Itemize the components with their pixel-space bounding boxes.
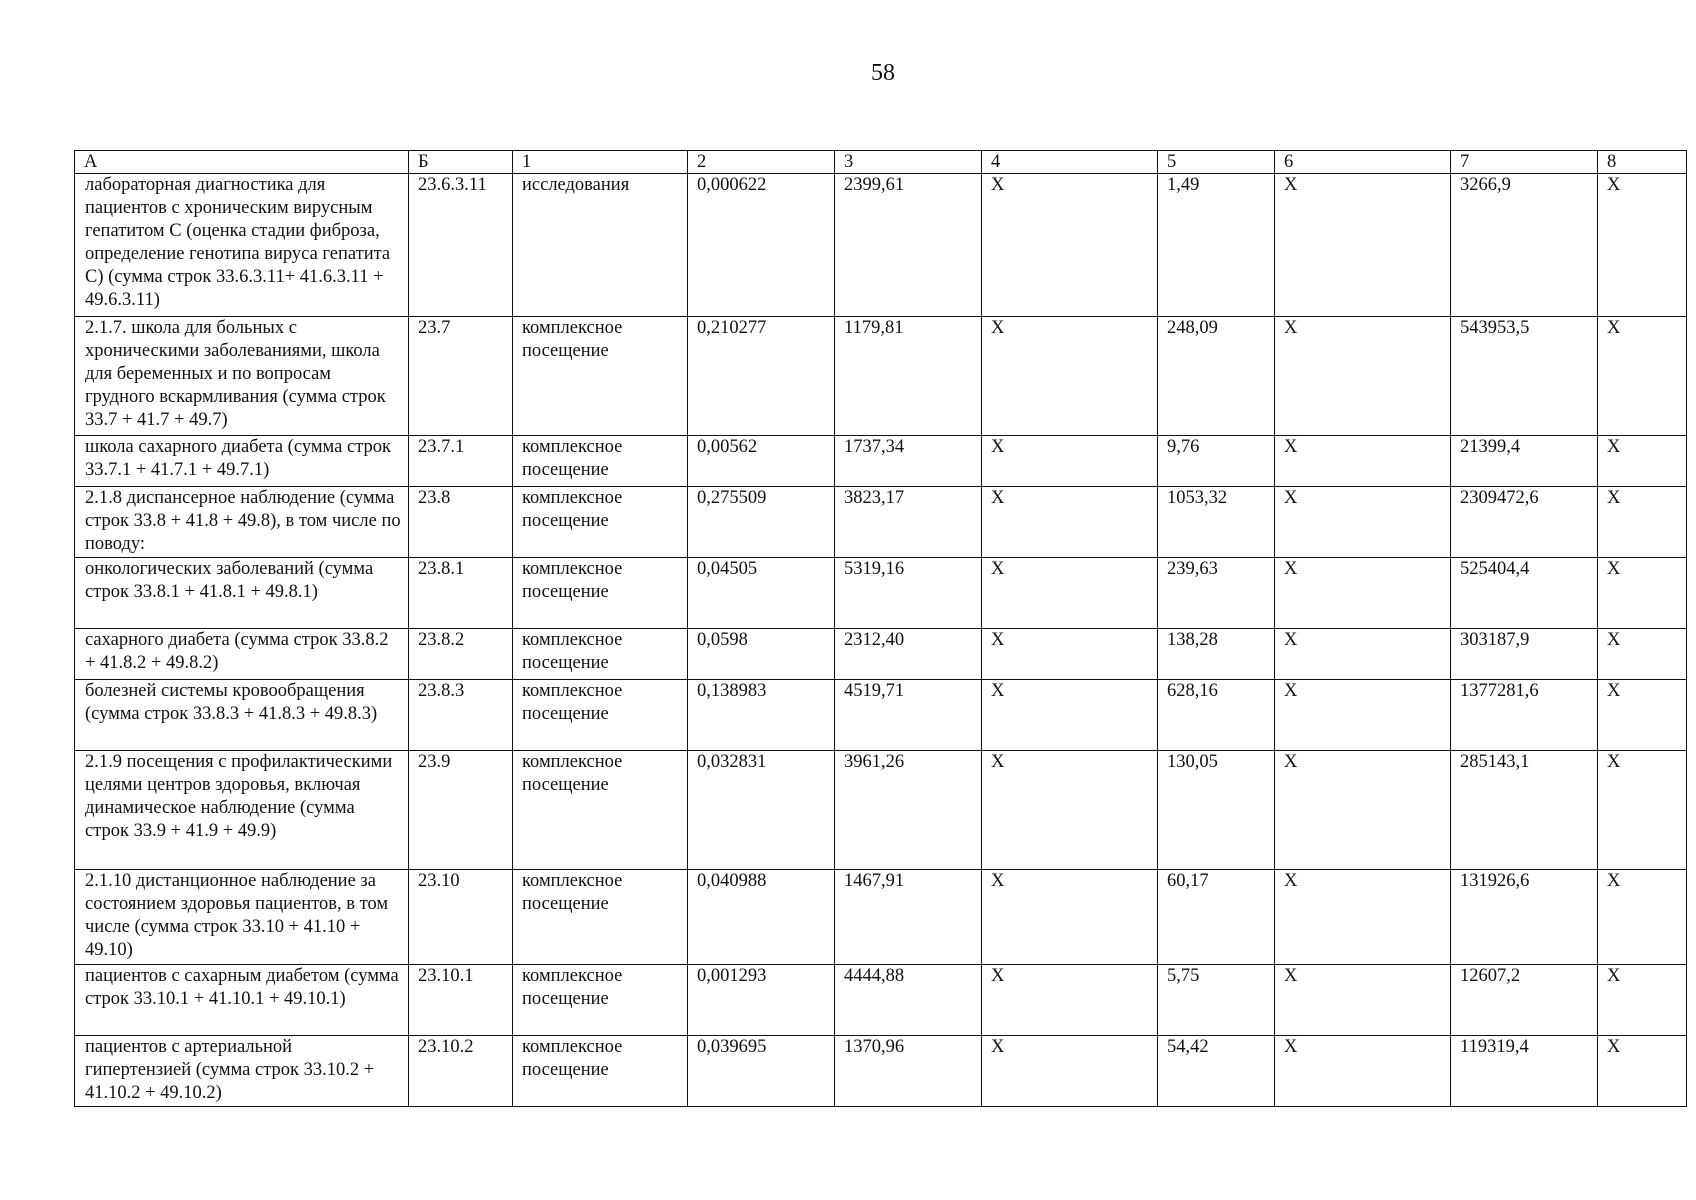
column-header: 5 (1158, 151, 1275, 174)
row-unit: комплексное посещение (513, 629, 688, 680)
cell-col-3: 1370,96 (835, 1036, 982, 1107)
column-header: 6 (1275, 151, 1451, 174)
table-row (75, 174, 1687, 317)
row-code: 23.10.1 (409, 965, 513, 1036)
row-code: 23.7 (409, 317, 513, 436)
cell-col-8: Х (1598, 558, 1687, 629)
page-number: 58 (871, 60, 895, 86)
column-header: Б (409, 151, 513, 174)
cell-col-6: Х (1275, 629, 1451, 680)
row-unit: комплексное посещение (513, 317, 688, 436)
cell-col-3: 2399,61 (835, 174, 982, 317)
row-unit: комплексное посещение (513, 487, 688, 558)
cell-col-6: Х (1275, 680, 1451, 751)
table-row (75, 965, 1687, 1036)
row-code: 23.8 (409, 487, 513, 558)
cell-col-2: 0,0598 (688, 629, 835, 680)
row-code: 23.8.2 (409, 629, 513, 680)
cell-col-6: Х (1275, 487, 1451, 558)
cell-col-3: 4444,88 (835, 965, 982, 1036)
cell-col-7: 525404,4 (1451, 558, 1598, 629)
row-code: 23.9 (409, 751, 513, 870)
cell-col-7: 2309472,6 (1451, 487, 1598, 558)
cell-col-7: 131926,6 (1451, 870, 1598, 965)
cell-col-2: 0,032831 (688, 751, 835, 870)
cell-col-5: 9,76 (1158, 436, 1275, 487)
cell-col-3: 3823,17 (835, 487, 982, 558)
cell-col-3: 1179,81 (835, 317, 982, 436)
column-header: 2 (688, 151, 835, 174)
cell-col-8: Х (1598, 487, 1687, 558)
cell-col-3: 4519,71 (835, 680, 982, 751)
row-description: школа сахарного диабета (сумма строк 33.7.1 + 41.7.1 + 49.7.1) (75, 436, 409, 487)
cell-col-7: 303187,9 (1451, 629, 1598, 680)
cell-col-4: Х (982, 629, 1158, 680)
row-unit: комплексное посещение (513, 680, 688, 751)
table-row (75, 680, 1687, 751)
row-code: 23.8.3 (409, 680, 513, 751)
cell-col-4: Х (982, 680, 1158, 751)
cell-col-6: Х (1275, 174, 1451, 317)
cell-col-8: Х (1598, 629, 1687, 680)
cell-col-2: 0,275509 (688, 487, 835, 558)
cell-col-2: 0,00562 (688, 436, 835, 487)
cell-col-2: 0,039695 (688, 1036, 835, 1107)
cell-col-4: Х (982, 870, 1158, 965)
row-unit: комплексное посещение (513, 965, 688, 1036)
cell-col-4: Х (982, 1036, 1158, 1107)
cell-col-7: 3266,9 (1451, 174, 1598, 317)
cell-col-6: Х (1275, 751, 1451, 870)
row-unit: комплексное посещение (513, 870, 688, 965)
cell-col-6: Х (1275, 436, 1451, 487)
row-description: болезней системы кровообращения (сумма строк 33.8.3 + 41.8.3 + 49.8.3) (75, 680, 409, 751)
cell-col-5: 54,42 (1158, 1036, 1275, 1107)
row-unit: комплексное посещение (513, 436, 688, 487)
column-header: 7 (1451, 151, 1598, 174)
row-unit: комплексное посещение (513, 751, 688, 870)
cell-col-4: Х (982, 558, 1158, 629)
cell-col-6: Х (1275, 1036, 1451, 1107)
cell-col-2: 0,000622 (688, 174, 835, 317)
cell-col-6: Х (1275, 317, 1451, 436)
table-row (75, 870, 1687, 965)
cell-col-3: 3961,26 (835, 751, 982, 870)
cell-col-7: 119319,4 (1451, 1036, 1598, 1107)
cell-col-4: Х (982, 487, 1158, 558)
cell-col-4: Х (982, 436, 1158, 487)
cell-col-6: Х (1275, 870, 1451, 965)
table-row (75, 1036, 1687, 1107)
cell-col-6: Х (1275, 965, 1451, 1036)
cell-col-2: 0,04505 (688, 558, 835, 629)
cell-col-8: Х (1598, 174, 1687, 317)
row-description: 2.1.8 диспансерное наблюдение (сумма строк 33.8 + 41.8 + 49.8), в том числе по поводу: (75, 487, 409, 558)
cell-col-8: Х (1598, 317, 1687, 436)
row-code: 23.6.3.11 (409, 174, 513, 317)
table-row (75, 558, 1687, 629)
cell-col-8: Х (1598, 680, 1687, 751)
row-description: пациентов с сахарным диабетом (сумма строк 33.10.1 + 41.10.1 + 49.10.1) (75, 965, 409, 1036)
cell-col-8: Х (1598, 751, 1687, 870)
cell-col-5: 60,17 (1158, 870, 1275, 965)
cell-col-2: 0,040988 (688, 870, 835, 965)
row-unit: исследования (513, 174, 688, 317)
table-body (75, 174, 1687, 1107)
row-description: сахарного диабета (сумма строк 33.8.2 + 41.8.2 + 49.8.2) (75, 629, 409, 680)
row-code: 23.10 (409, 870, 513, 965)
row-code: 23.10.2 (409, 1036, 513, 1107)
cell-col-2: 0,138983 (688, 680, 835, 751)
cell-col-5: 239,63 (1158, 558, 1275, 629)
cell-col-3: 1737,34 (835, 436, 982, 487)
cell-col-8: Х (1598, 965, 1687, 1036)
row-description: 2.1.7. школа для больных с хроническими заболеваниями, школа для беременных и по вопросам грудного вскармливания (сумма строк 33.7 + 41.7 + 49.7) (75, 317, 409, 436)
row-code: 23.8.1 (409, 558, 513, 629)
cell-col-2: 0,001293 (688, 965, 835, 1036)
column-header: 4 (982, 151, 1158, 174)
cell-col-3: 5319,16 (835, 558, 982, 629)
row-description: 2.1.9 посещения с профилактическими целями центров здоровья, включая динамическое наблюдение (сумма строк 33.9 + 41.9 + 49.9) (75, 751, 409, 870)
cell-col-4: Х (982, 174, 1158, 317)
row-unit: комплексное посещение (513, 1036, 688, 1107)
row-description: пациентов с артериальной гипертензией (сумма строк 33.10.2 + 41.10.2 + 49.10.2) (75, 1036, 409, 1107)
column-header: 3 (835, 151, 982, 174)
cell-col-4: Х (982, 317, 1158, 436)
table-row (75, 629, 1687, 680)
cell-col-8: Х (1598, 1036, 1687, 1107)
cell-col-7: 285143,1 (1451, 751, 1598, 870)
column-header: А (75, 151, 409, 174)
table-row (75, 317, 1687, 436)
cell-col-3: 2312,40 (835, 629, 982, 680)
cell-col-7: 21399,4 (1451, 436, 1598, 487)
cell-col-5: 138,28 (1158, 629, 1275, 680)
column-header: 8 (1598, 151, 1687, 174)
cell-col-5: 5,75 (1158, 965, 1275, 1036)
cell-col-7: 1377281,6 (1451, 680, 1598, 751)
cell-col-5: 628,16 (1158, 680, 1275, 751)
cell-col-5: 248,09 (1158, 317, 1275, 436)
cell-col-8: Х (1598, 870, 1687, 965)
row-code: 23.7.1 (409, 436, 513, 487)
cell-col-5: 1,49 (1158, 174, 1275, 317)
row-description: 2.1.10 дистанционное наблюдение за состоянием здоровья пациентов, в том числе (сумма строк 33.10 + 41.10 + 49.10) (75, 870, 409, 965)
cell-col-7: 543953,5 (1451, 317, 1598, 436)
data-table (74, 150, 1687, 1107)
cell-col-5: 130,05 (1158, 751, 1275, 870)
cell-col-5: 1053,32 (1158, 487, 1275, 558)
row-unit: комплексное посещение (513, 558, 688, 629)
cell-col-3: 1467,91 (835, 870, 982, 965)
table-row (75, 487, 1687, 558)
table-header-row (75, 151, 1687, 174)
cell-col-8: Х (1598, 436, 1687, 487)
cell-col-2: 0,210277 (688, 317, 835, 436)
row-description: онкологических заболеваний (сумма строк 33.8.1 + 41.8.1 + 49.8.1) (75, 558, 409, 629)
cell-col-6: Х (1275, 558, 1451, 629)
table-row (75, 436, 1687, 487)
cell-col-4: Х (982, 965, 1158, 1036)
row-description: лабораторная диагностика для пациентов с хроническим вирусным гепатитом С (оценка стадии фиброза, определение генотипа вируса гепатита С) (сумма строк 33.6.3.11+ 41.6.3.11 + 49.6.3.11) (75, 174, 409, 317)
table-row (75, 751, 1687, 870)
cell-col-7: 12607,2 (1451, 965, 1598, 1036)
column-header: 1 (513, 151, 688, 174)
cell-col-4: Х (982, 751, 1158, 870)
